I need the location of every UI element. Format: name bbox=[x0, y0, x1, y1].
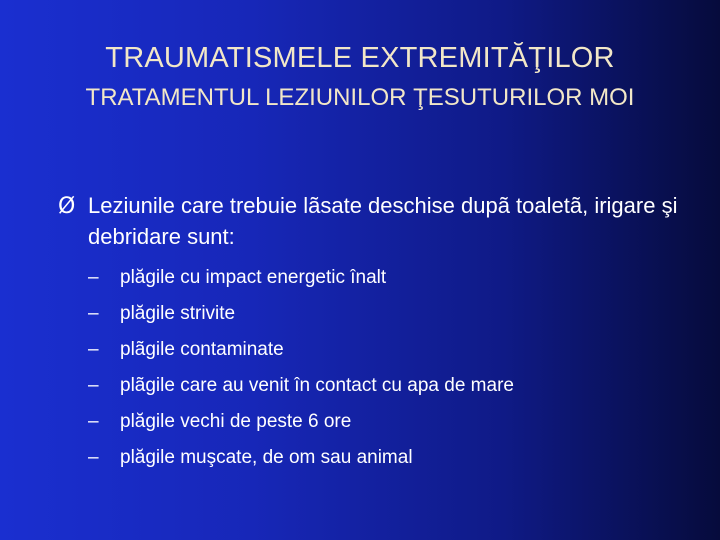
list-item-text: plãgile care au venit în contact cu apa de mare bbox=[120, 375, 514, 396]
dash-bullet-icon: – bbox=[88, 339, 99, 360]
list-item-text: plăgile vechi de peste 6 ore bbox=[120, 411, 352, 432]
list-item bbox=[88, 296, 688, 332]
slide-title: TRAUMATISMELE EXTREMITĂŢILOR bbox=[105, 42, 615, 74]
sub-bullet-list bbox=[88, 260, 688, 476]
dash-bullet-icon: – bbox=[88, 303, 99, 324]
list-item bbox=[88, 404, 688, 440]
list-item bbox=[88, 440, 688, 476]
list-item-text: plăgile muşcate, de om sau animal bbox=[120, 447, 413, 468]
main-bullet bbox=[58, 190, 688, 252]
list-item bbox=[88, 332, 688, 368]
dash-bullet-icon: – bbox=[88, 447, 99, 468]
main-bullet-text: Leziunile care trebuie lãsate deschise dupã toaletã, irigare şi debridare sunt: bbox=[88, 193, 678, 249]
list-item bbox=[88, 260, 688, 296]
dash-bullet-icon: – bbox=[88, 375, 99, 396]
dash-bullet-icon: – bbox=[88, 267, 99, 288]
list-item-text: plăgile cu impact energetic înalt bbox=[120, 267, 387, 288]
list-item bbox=[88, 368, 688, 404]
list-item-text: plăgile strivite bbox=[120, 303, 236, 324]
slide-subtitle: TRATAMENTUL LEZIUNILOR ŢESUTURILOR MOI bbox=[85, 84, 635, 111]
arrow-bullet-icon: Ø bbox=[58, 194, 76, 219]
dash-bullet-icon: – bbox=[88, 411, 99, 432]
list-item-text: plãgile contaminate bbox=[120, 339, 284, 360]
